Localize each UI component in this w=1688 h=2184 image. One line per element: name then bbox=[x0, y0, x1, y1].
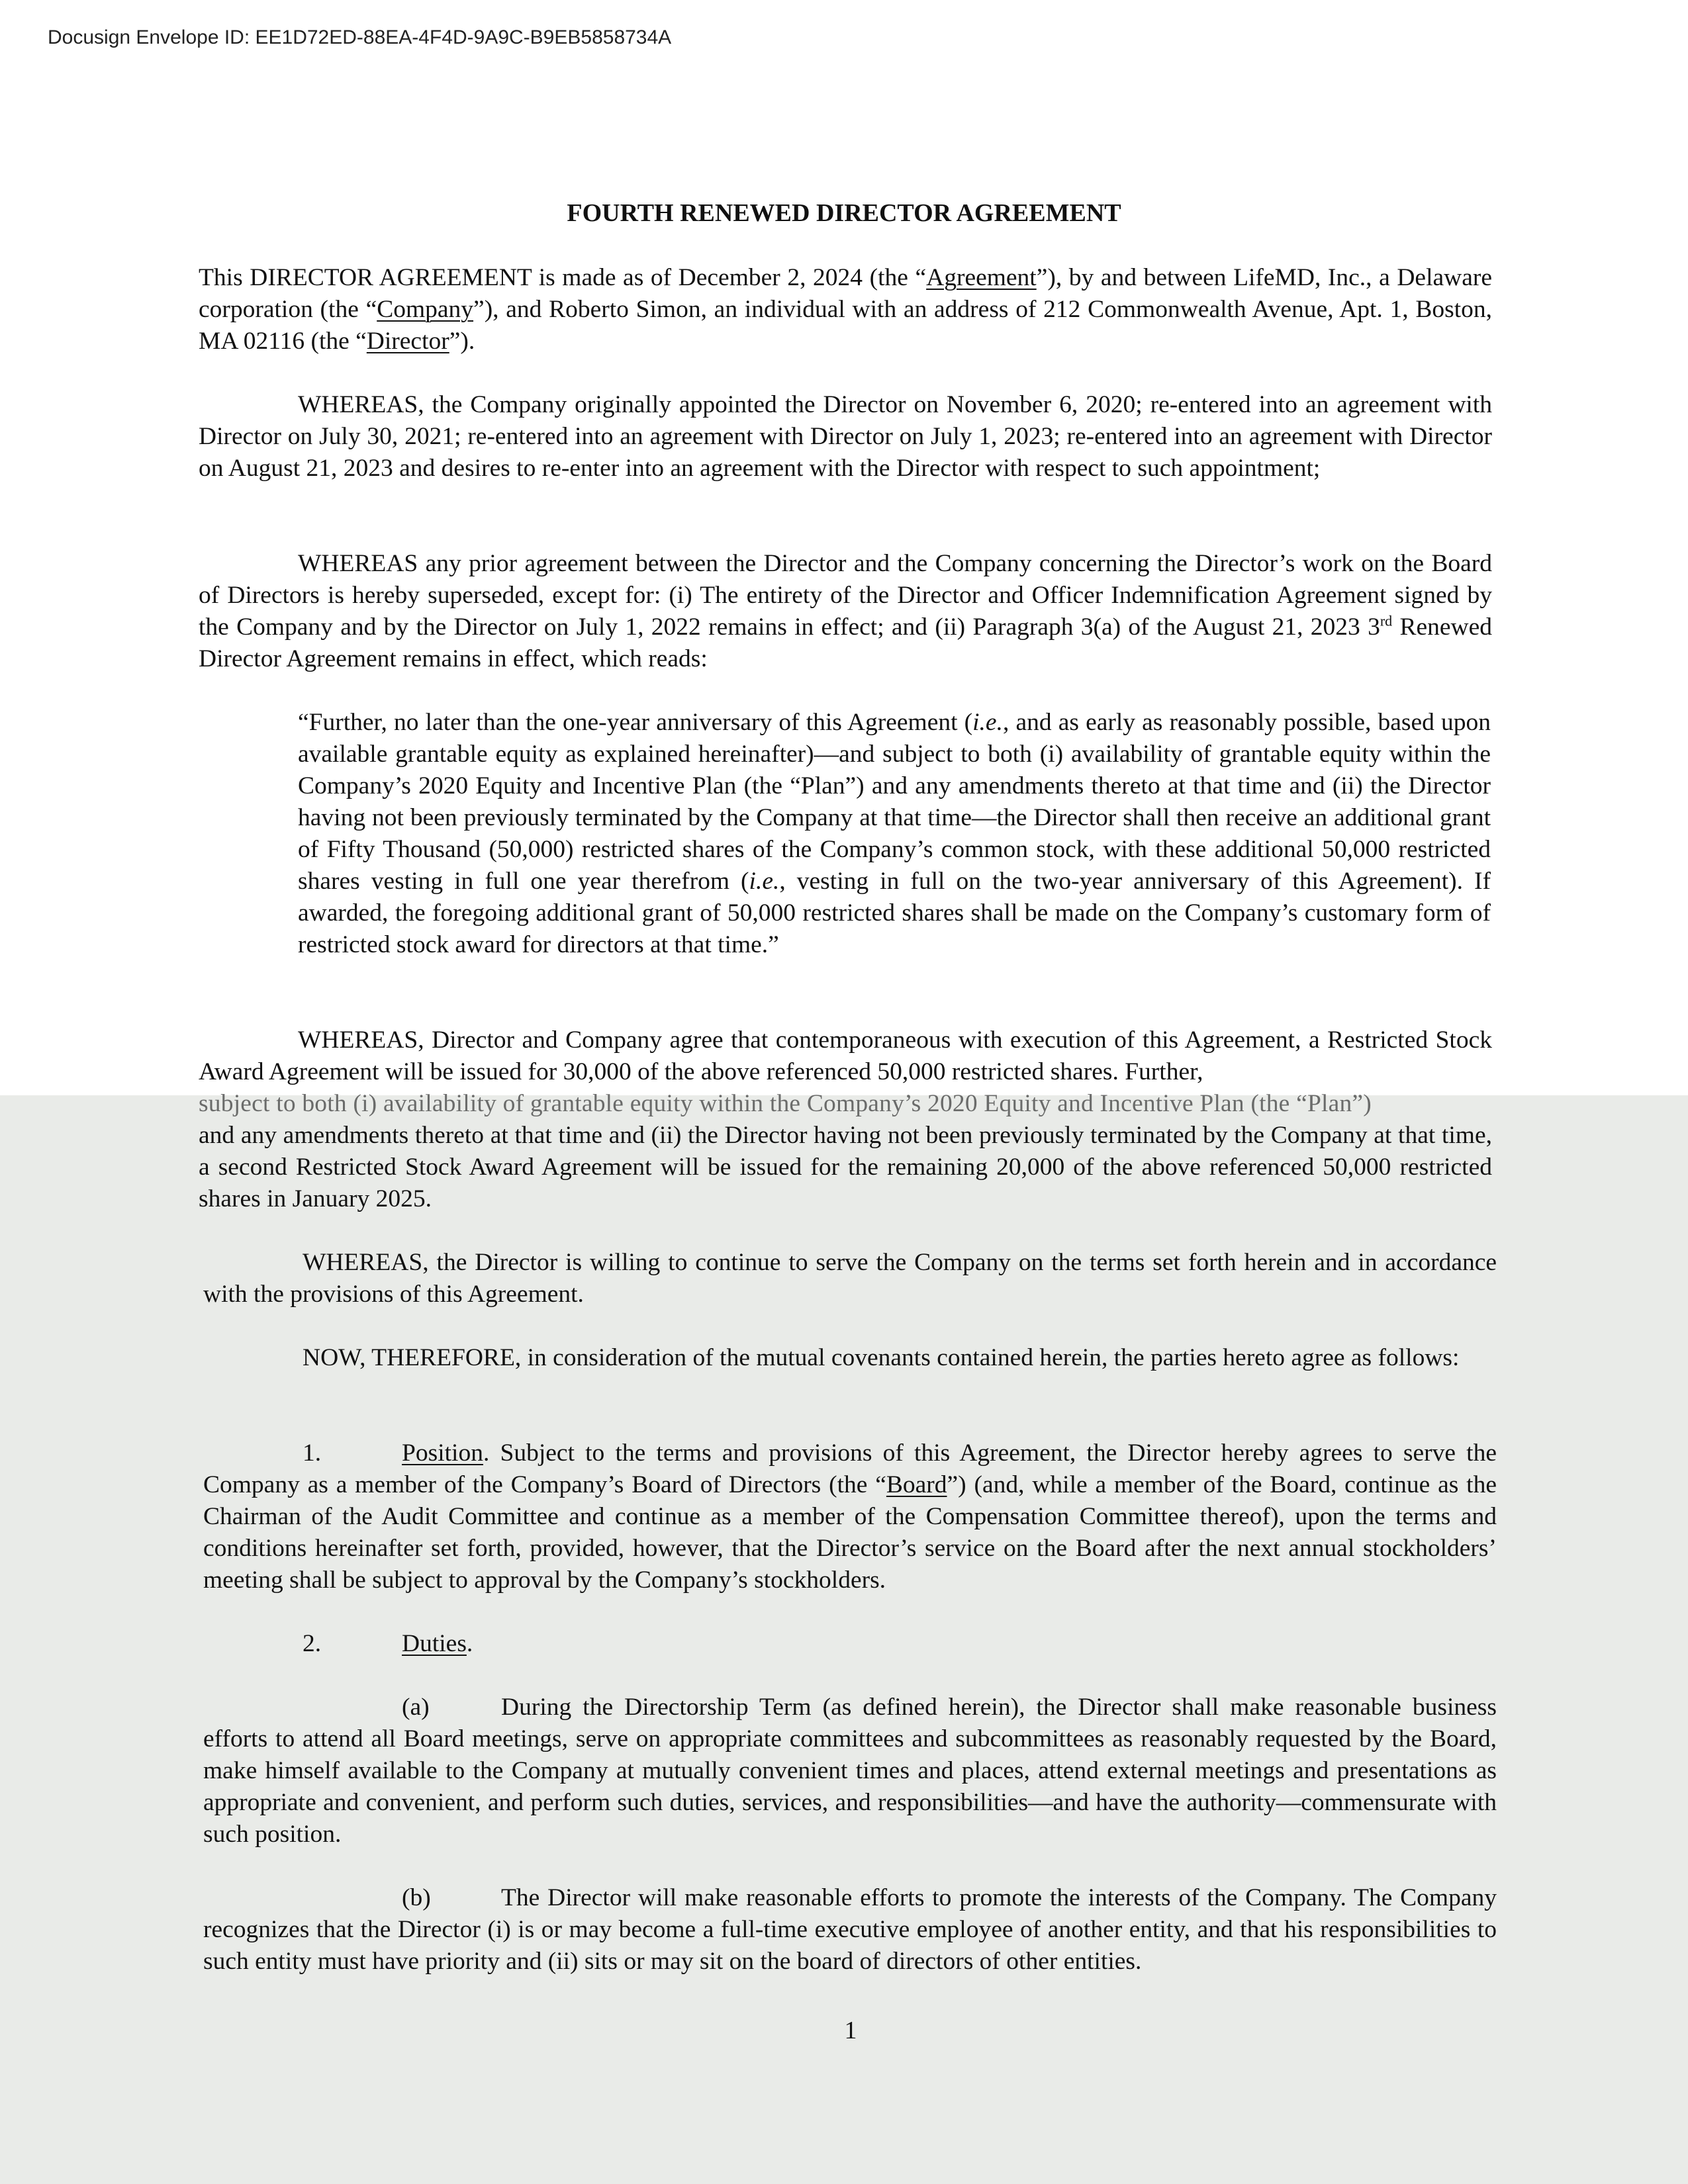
section-2b-paragraph: (b) The Director will make reasonable efforts to promote the interests of the Company. The Company recognizes that the Director (i) is or may become a full-time executive employee of another entity, and that his responsibilities to such entity must have priority and (ii) sits or may sit on the board of directors of other entities. bbox=[203, 1882, 1497, 1978]
section-2a-paragraph: (a) During the Directorship Term (as defined herein), the Director shall make reasonable business efforts to attend all Board meetings, serve on appropriate committees and subcommittees as reasonably requested by the Board, make himself available to the Company at mutually convenient times and places, attend external meetings and presentations as appropriate and convenient, and perform such duties, services, and responsibilities—and have the authority—commensurate with such position. bbox=[203, 1692, 1497, 1850]
now-therefore-paragraph: NOW, THEREFORE, in consideration of the mutual covenants contained herein, the parties hereto agree as follows: bbox=[303, 1344, 1460, 1371]
section-2-number: 2. bbox=[303, 1630, 322, 1657]
section-2b-label: (b) bbox=[402, 1884, 431, 1911]
whereas-paragraph-4: WHEREAS, the Director is willing to continue to serve the Company on the terms set forth herein and in accordance with the provisions of this Agreement. bbox=[203, 1249, 1497, 1308]
document-title: FOURTH RENEWED DIRECTOR AGREEMENT bbox=[567, 199, 1121, 227]
section-2a-label: (a) bbox=[402, 1694, 430, 1721]
company-defined-term: Company bbox=[377, 296, 474, 323]
docusign-envelope-id: Docusign Envelope ID: EE1D72ED-88EA-4F4D-9A9C-B9EB5858734A bbox=[48, 26, 672, 48]
agreement-defined-term: Agreement bbox=[926, 264, 1037, 291]
director-defined-term: Director bbox=[366, 328, 449, 355]
section-1-heading: Position bbox=[402, 1439, 483, 1467]
intro-paragraph: This DIRECTOR AGREEMENT is made as of December 2, 2024 (the “Agreement”), by and between LifeMD, Inc., a Delaware corporation (the “Company”), and Roberto Simon, an individual with an address of 212 Commonwealth Avenue, Apt. 1, Boston, MA 02116 (the “Director”). bbox=[199, 264, 1492, 355]
quoted-paragraph-3a: “Further, no later than the one-year anniversary of this Agreement (i.e., and as early as reasonably possible, based upon available grantable equity as explained hereinafter)—and subject to both (i) availability of grantable equity within the Company’s 2020 Equity and Incentive Plan (the “Plan”) and any amendments thereto at that time and (ii) the Director having not been previously terminated by the Company at that time—the Director shall then receive an additional grant of Fifty Thousand (50,000) restricted shares of the Company’s common stock, with these additional 50,000 restricted shares vesting in full one year therefrom (i.e., vesting in full on the two-year anniversary of this Agreement). If awarded, the foregoing additional grant of 50,000 restricted shares shall be made on the Company’s customary form of restricted stock award for directors at that time.” bbox=[298, 709, 1491, 958]
section-2-duties: 2. Duties. bbox=[203, 1628, 1497, 1660]
whereas-paragraph-1: WHEREAS, the Company originally appointed the Director on November 6, 2020; re-entered into an agreement with Director on July 30, 2021; re-entered into an agreement with Director on July 1, 2023; re-entered into an agreement with Director on August 21, 2023 and desires to re-enter into an agreement with the Director with respect to such appointment; bbox=[199, 391, 1492, 482]
page-number: 1 bbox=[844, 2017, 857, 2044]
whereas-paragraph-2: WHEREAS any prior agreement between the Director and the Company concerning the Director’s work on the Board of Directors is hereby superseded, except for: (i) The entirety of the Director and Officer Indemnification Agreement signed by the Company and by the Director on July 1, 2022 remains in effect; and (ii) Paragraph 3(a) of the August 21, 2023 3rd Renewed Director Agreement remains in effect, which reads: bbox=[199, 550, 1492, 672]
section-2-heading: Duties bbox=[402, 1630, 467, 1657]
section-1-number: 1. bbox=[303, 1439, 322, 1467]
overlapping-scan-line: subject to both (i) availability of grantable equity within the Company’s 2020 Equity and Incentive Plan (the “Plan”) bbox=[199, 1090, 1372, 1117]
section-1-position: 1. Position. Subject to the terms and provisions of this Agreement, the Director hereby agrees to serve the Company as a member of the Company’s Board of Directors (the “Board”) (and, while a member of the Board, continue as the Chairman of the Audit Committee and continue as a member of the Compensation Committee thereof), upon the terms and conditions hereinafter set forth, provided, however, that the Director’s service on the Board after the next annual stockholders’ meeting shall be subject to approval by the Company’s stockholders. bbox=[203, 1437, 1497, 1596]
whereas-paragraph-3: WHEREAS, Director and Company agree that contemporaneous with execution of this Agreement, a Restricted Stock Award Agreement will be issued for 30,000 of the above referenced 50,000 restricted shares. Further, subject to both (i) availability of grantable equity within the Company’s 2020 Equity and Incentive Plan (the “Plan”) and any amendments thereto at that time and (ii) the Director having not been previously terminated by the Company at that time, a second Restricted Stock Award Agreement will be issued for the remaining 20,000 of the above referenced 50,000 restricted shares in January 2025. bbox=[199, 1026, 1492, 1212]
board-defined-term: Board bbox=[886, 1471, 947, 1498]
